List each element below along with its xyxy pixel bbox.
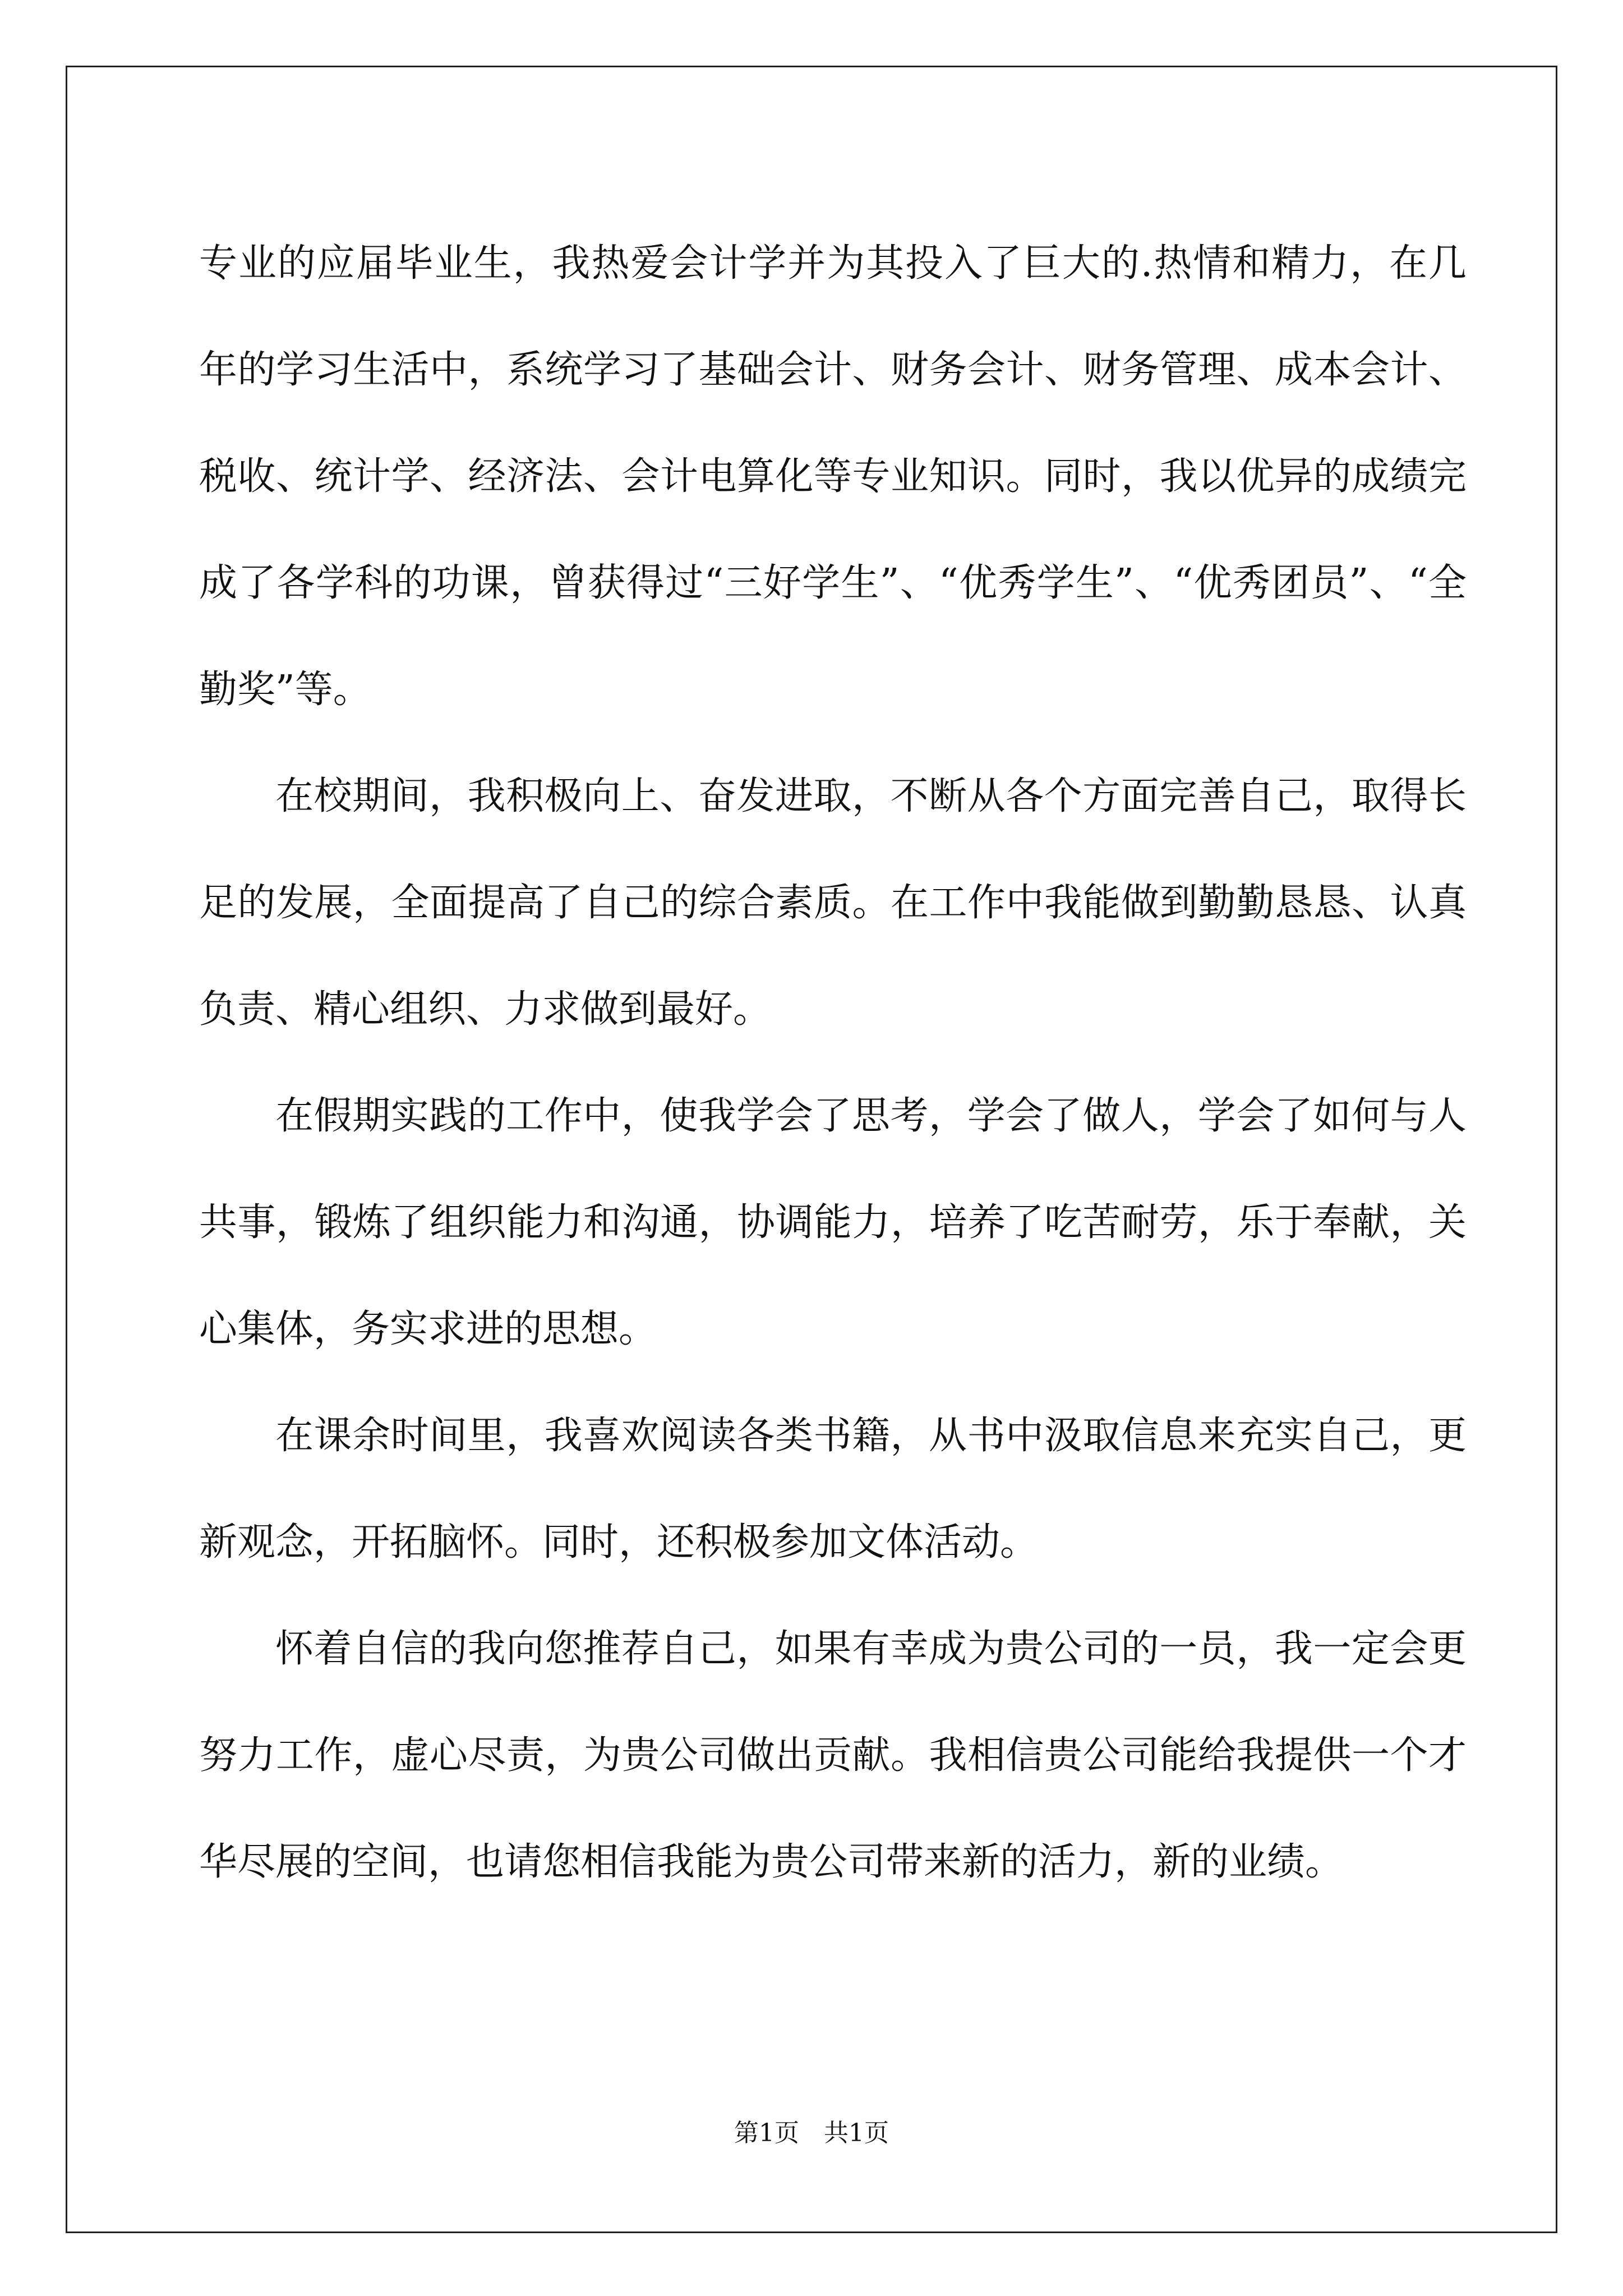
paragraph-4: 在课余时间里，我喜欢阅读各类书籍，从书中汲取信息来充实自己，更新观念，开拓脑怀。同时，还积极参加文体活动。 [199,1414,1467,1565]
paragraph-2: 在校期间，我积极向上、奋发进取，不断从各个方面完善自己，取得长足的发展，全面提高了自己的综合素质。在工作中我能做到勤勤恳恳、认真负责、精心组织、力求做到最好。 [199,774,1467,1032]
paragraph-5: 怀着自信的我向您推荐自己，如果有幸成为贵公司的一员，我一定会更努力工作，虚心尽责，为贵公司做出贡献。我相信贵公司能给我提供一个才华尽展的空间，也请您相信我能为贵公司带来新的活力，新的业绩。 [199,1627,1467,1884]
document-body [199,210,1467,1916]
paragraph-3: 在假期实践的工作中，使我学会了思考，学会了做人，学会了如何与人共事，锻炼了组织能力和沟通，协调能力，培养了吃苦耐劳，乐于奉献，关心集体，务实求进的思想。 [199,1094,1467,1351]
paragraph-1: 专业的应届毕业生，我热爱会计学并为其投入了巨大的.热情和精力，在几年的学习生活中，系统学习了基础会计、财务会计、财务管理、成本会计、税收、统计学、经济法、会计电算化等专业知识。同时，我以优异的成绩完成了各学科的功课，曾获得过“三好学生”、“优秀学生”、“优秀团员”、“全勤奖”等。 [199,241,1467,712]
page-number-total: 共1页 [824,2119,889,2147]
page-number-current: 第1页 [734,2119,799,2147]
page-footer [0,2116,1623,2150]
